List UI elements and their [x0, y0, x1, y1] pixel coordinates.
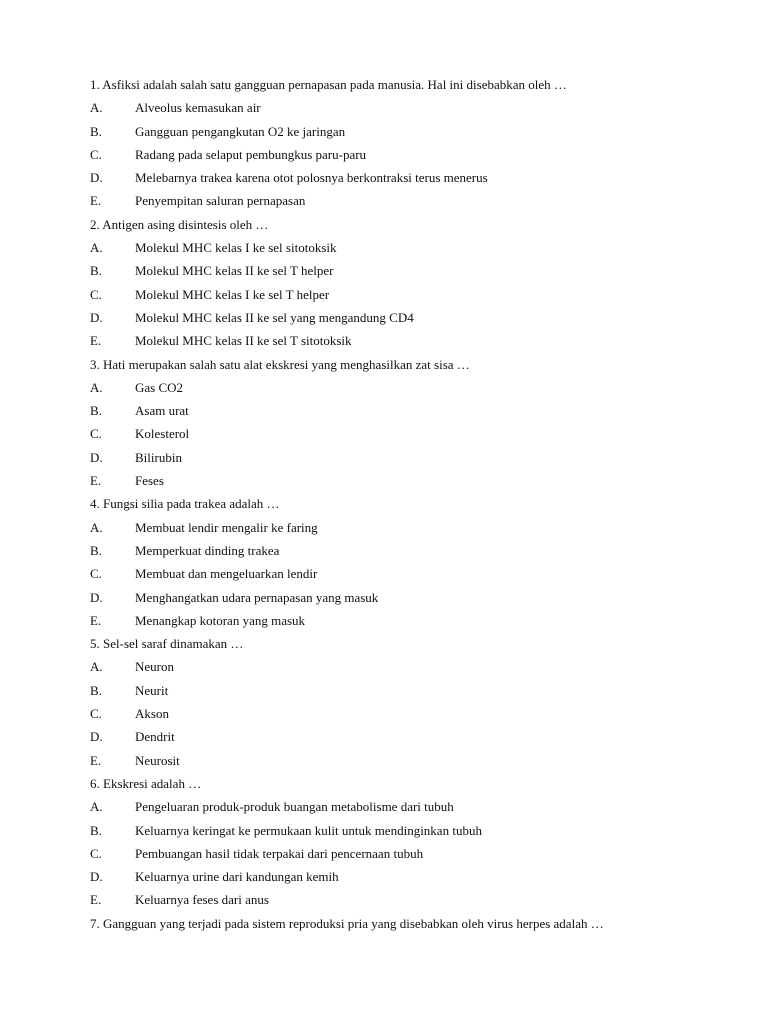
option-text: Menangkap kotoran yang masuk [135, 612, 306, 628]
option-text: Neuron [135, 659, 174, 675]
question [90, 772, 750, 912]
answer-option [90, 795, 750, 818]
option-text: Radang pada selaput pembungkus paru-paru [135, 146, 367, 162]
option-text: Pengeluaran produk-produk buangan metabolisme dari tubuh [135, 799, 454, 815]
answer-option [90, 189, 750, 212]
option-letter: D. [90, 589, 103, 605]
answer-option [90, 469, 750, 492]
option-text: Memperkuat dinding trakea [135, 542, 280, 558]
option-letter: B. [90, 123, 102, 139]
answer-option [90, 376, 750, 399]
answer-option [90, 749, 750, 772]
answer-option [90, 819, 750, 842]
answer-option [90, 725, 750, 748]
option-text: Gangguan pengangkutan O2 ke jaringan [135, 123, 346, 139]
question-text: 2. Antigen asing disintesis oleh … [90, 216, 269, 232]
answer-option [90, 446, 750, 469]
answer-option [90, 842, 750, 865]
answer-option [90, 888, 750, 911]
answer-option [90, 562, 750, 585]
option-letter: C. [90, 845, 102, 861]
option-letter: D. [90, 309, 103, 325]
option-text: Menghangatkan udara pernapasan yang masuk [135, 589, 379, 605]
option-text: Gas CO2 [135, 379, 184, 395]
answer-option [90, 702, 750, 725]
option-text: Alveolus kemasukan air [135, 100, 261, 116]
option-text: Melebarnya trakea karena otot polosnya berkontraksi terus menerus [135, 170, 488, 186]
option-text: Membuat dan mengeluarkan lendir [135, 566, 318, 582]
option-text: Akson [135, 706, 169, 722]
answer-option [90, 283, 750, 306]
option-letter: C. [90, 286, 102, 302]
question-text: 7. Gangguan yang terjadi pada sistem reproduksi pria yang disebabkan oleh virus herpes adalah … [90, 915, 604, 931]
option-letter: E. [90, 333, 102, 349]
option-text: Keluarnya urine dari kandungan kemih [135, 869, 339, 885]
answer-option [90, 259, 750, 282]
option-letter: A. [90, 240, 103, 256]
option-letter: D. [90, 449, 103, 465]
option-text: Molekul MHC kelas II ke sel T sitotoksik [135, 333, 352, 349]
option-text: Molekul MHC kelas I ke sel T helper [135, 286, 330, 302]
answer-option [90, 329, 750, 352]
answer-option [90, 539, 750, 562]
option-text: Neurosit [135, 752, 180, 768]
answer-option [90, 166, 750, 189]
option-letter: A. [90, 379, 103, 395]
answer-option [90, 655, 750, 678]
option-letter: B. [90, 822, 102, 838]
option-letter: E. [90, 612, 102, 628]
option-letter: D. [90, 170, 103, 186]
option-text: Molekul MHC kelas I ke sel sitotoksik [135, 240, 337, 256]
option-text: Feses [135, 473, 164, 489]
answer-option [90, 236, 750, 259]
question [90, 213, 750, 353]
option-letter: E. [90, 473, 102, 489]
option-letter: A. [90, 659, 103, 675]
option-text: Molekul MHC kelas II ke sel yang mengandung CD4 [135, 309, 414, 325]
answer-option [90, 422, 750, 445]
option-text: Keluarnya keringat ke permukaan kulit untuk mendinginkan tubuh [135, 822, 482, 838]
answer-option [90, 399, 750, 422]
option-text: Dendrit [135, 729, 175, 745]
option-text: Penyempitan saluran pernapasan [135, 193, 306, 209]
question-document [90, 73, 750, 935]
answer-option [90, 143, 750, 166]
option-text: Membuat lendir mengalir ke faring [135, 519, 318, 535]
option-letter: B. [90, 403, 102, 419]
option-text: Keluarnya feses dari anus [135, 892, 269, 908]
question-text: 1. Asfiksi adalah salah satu gangguan pernapasan pada manusia. Hal ini disebabkan oleh … [90, 77, 567, 92]
option-letter: C. [90, 146, 102, 162]
option-text: Kolesterol [135, 426, 190, 442]
answer-option [90, 586, 750, 609]
option-letter: C. [90, 566, 102, 582]
answer-option [90, 96, 750, 119]
option-letter: A. [90, 519, 103, 535]
option-letter: E. [90, 752, 102, 768]
question [90, 73, 750, 213]
option-text: Bilirubin [135, 449, 182, 465]
answer-option [90, 865, 750, 888]
answer-option [90, 609, 750, 632]
option-letter: E. [90, 193, 102, 209]
question [90, 632, 750, 772]
question-text: 3. Hati merupakan salah satu alat ekskresi yang menghasilkan zat sisa … [90, 356, 470, 372]
question [90, 912, 750, 935]
option-text: Asam urat [135, 403, 189, 419]
answer-option [90, 306, 750, 329]
option-letter: C. [90, 426, 102, 442]
option-text: Neurit [135, 682, 169, 698]
question [90, 492, 750, 632]
answer-option [90, 679, 750, 702]
option-letter: B. [90, 263, 102, 279]
question-text: 6. Ekskresi adalah … [90, 775, 202, 791]
question [90, 353, 750, 493]
option-letter: D. [90, 729, 103, 745]
answer-option [90, 120, 750, 143]
option-letter: C. [90, 706, 102, 722]
question-text: 4. Fungsi silia pada trakea adalah … [90, 496, 280, 512]
option-text: Pembuangan hasil tidak terpakai dari pencernaan tubuh [135, 845, 424, 861]
option-letter: D. [90, 869, 103, 885]
option-letter: B. [90, 682, 102, 698]
option-letter: B. [90, 542, 102, 558]
option-text: Molekul MHC kelas II ke sel T helper [135, 263, 334, 279]
question-text: 5. Sel-sel saraf dinamakan … [90, 636, 244, 652]
answer-option [90, 516, 750, 539]
option-letter: A. [90, 799, 103, 815]
option-letter: A. [90, 100, 103, 116]
option-letter: E. [90, 892, 102, 908]
